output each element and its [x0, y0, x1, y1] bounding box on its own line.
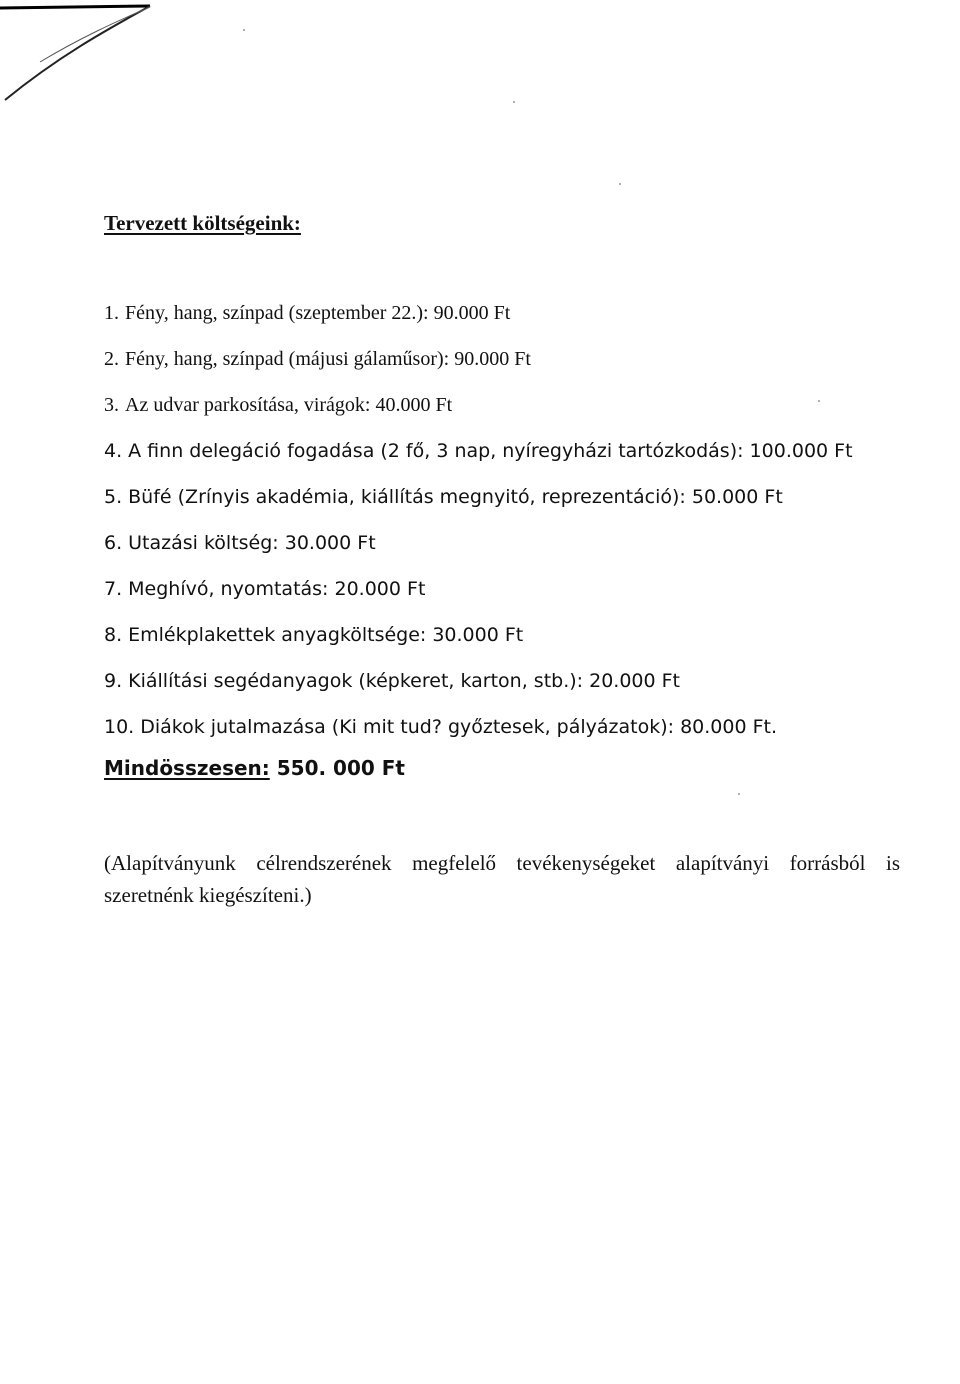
- cost-item-10: [104, 712, 924, 758]
- item-text: Az udvar parkosítása, virágok: 40.000 Ft: [125, 394, 453, 416]
- item-text: Emlékplakettek anyagköltsége: 30.000 Ft: [128, 624, 524, 646]
- scan-speck: [513, 101, 515, 103]
- item-text: Utazási költség: 30.000 Ft: [128, 532, 376, 554]
- cost-item-9: [104, 666, 924, 712]
- scan-speck: [243, 29, 245, 31]
- cost-item-7: [104, 574, 924, 620]
- scan-speck: [619, 183, 621, 185]
- cost-item-6: [104, 528, 924, 574]
- item-number: 8.: [104, 624, 123, 646]
- total-line: [104, 756, 405, 780]
- cost-list: [104, 298, 924, 758]
- costs-heading: Tervezett költségeink:: [104, 211, 301, 235]
- scan-artifact-stroke: [0, 0, 160, 110]
- total-label: Mindösszesen:: [104, 756, 270, 780]
- cost-item-1: [104, 298, 924, 344]
- note-paragraph: (Alapítványunk célrendszerének megfelelő tevékenységeket alapítványi forrásból is szeretnénk kiegészíteni.): [104, 851, 900, 907]
- item-text: Fény, hang, színpad (májusi gálaműsor): 90.000 Ft: [125, 348, 531, 370]
- item-number: 2.: [104, 348, 119, 370]
- item-number: 5.: [104, 486, 123, 508]
- item-text: Fény, hang, színpad (szeptember 22.): 90.000 Ft: [125, 302, 511, 324]
- item-number: 6.: [104, 532, 123, 554]
- scan-speck: [818, 400, 820, 402]
- cost-item-2: [104, 344, 924, 390]
- item-text: Meghívó, nyomtatás: 20.000 Ft: [128, 578, 426, 600]
- scan-speck: [738, 793, 740, 795]
- item-number: 10.: [104, 716, 135, 738]
- item-number: 9.: [104, 670, 123, 692]
- item-number: 1.: [104, 302, 119, 324]
- item-text: Büfé (Zrínyis akadémia, kiállítás megnyitó, reprezentáció): 50.000 Ft: [128, 486, 783, 508]
- item-text: Kiállítási segédanyagok (képkeret, karton, stb.): 20.000 Ft: [128, 670, 681, 692]
- item-number: 7.: [104, 578, 123, 600]
- item-text: A finn delegáció fogadása (2 fő, 3 nap, nyíregyházi tartózkodás): 100.000 Ft: [128, 440, 853, 462]
- cost-item-8: [104, 620, 924, 666]
- cost-item-4: [104, 436, 924, 482]
- cost-item-3: [104, 390, 924, 436]
- item-number: 3.: [104, 394, 119, 416]
- item-text: Diákok jutalmazása (Ki mit tud? győztesek, pályázatok): 80.000 Ft.: [140, 716, 778, 738]
- total-value: 550. 000 Ft: [276, 756, 405, 780]
- cost-item-5: [104, 482, 924, 528]
- item-number: 4.: [104, 440, 123, 462]
